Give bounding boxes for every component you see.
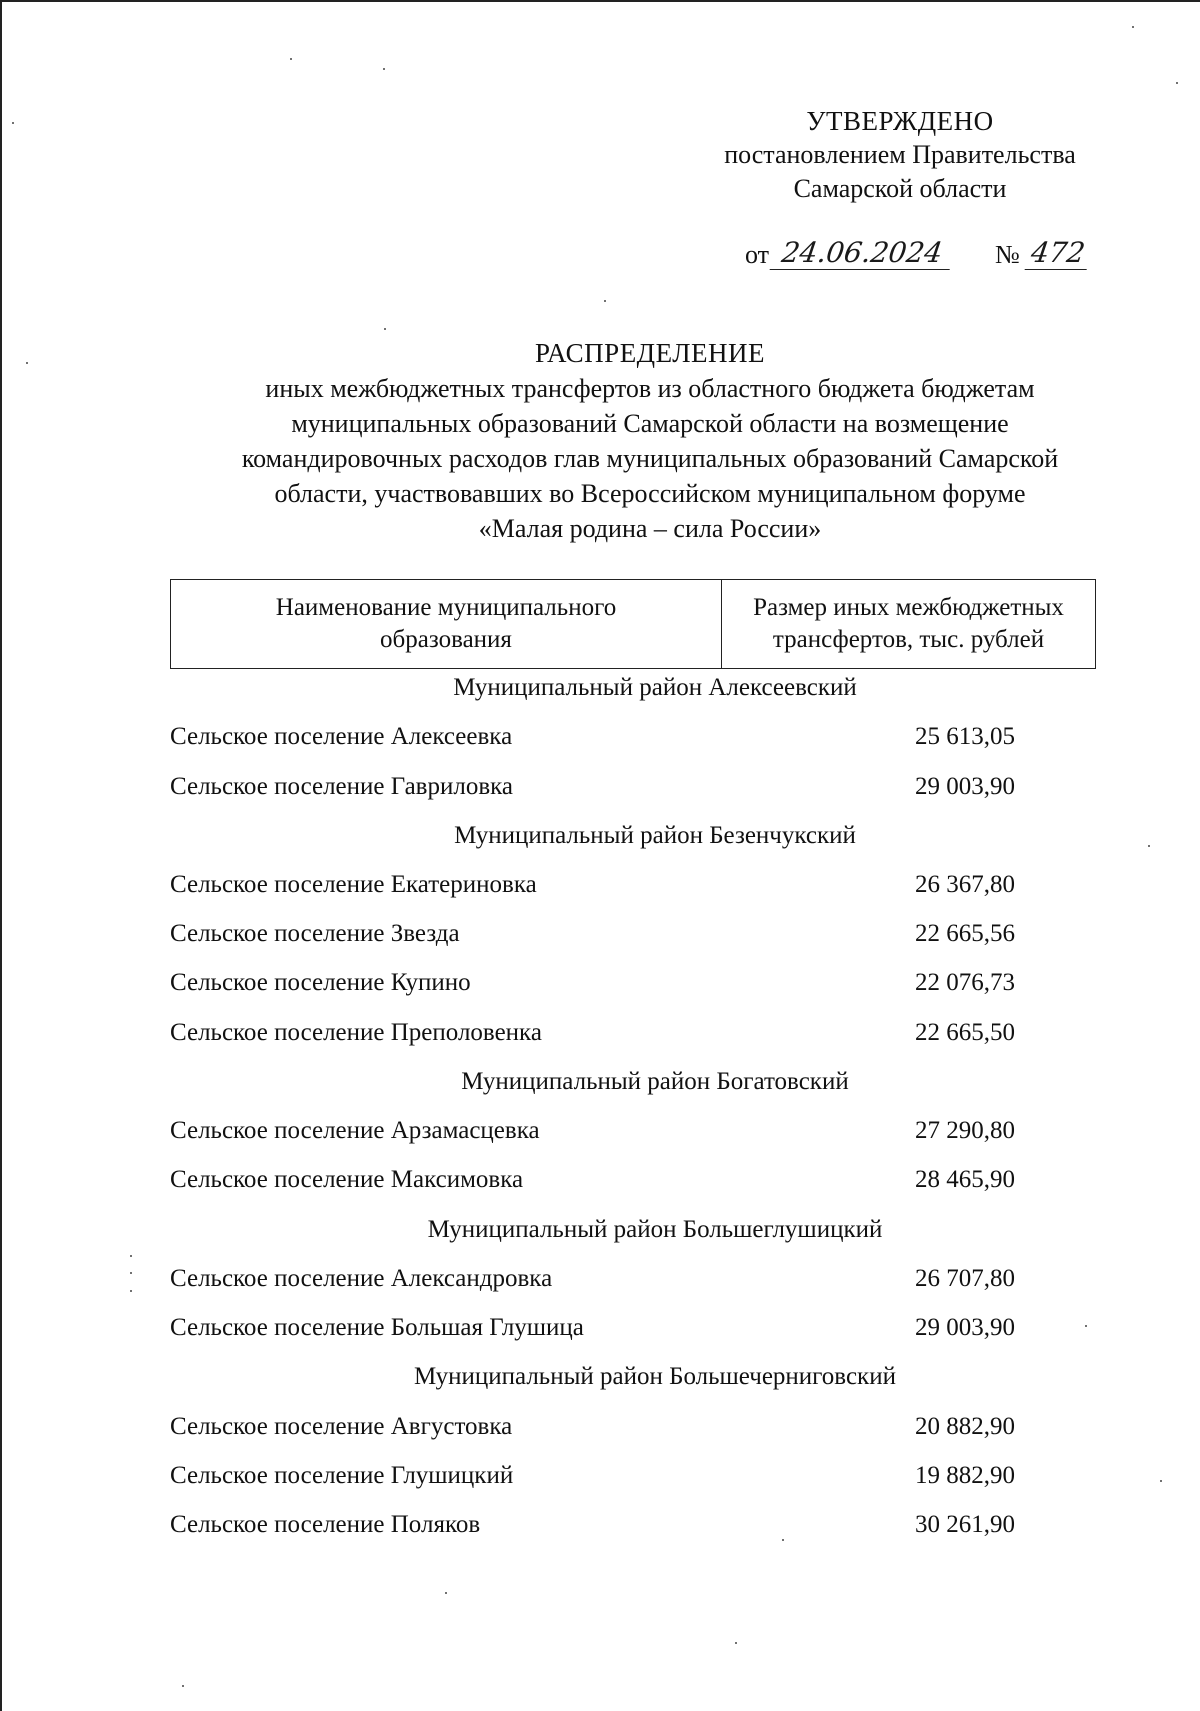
number-prefix: № xyxy=(995,240,1020,269)
scan-speck xyxy=(130,1272,132,1274)
scan-speck xyxy=(383,68,385,70)
scan-speck xyxy=(1148,845,1150,847)
scan-speck xyxy=(1132,26,1134,28)
scan-speck xyxy=(782,1539,784,1541)
district-row xyxy=(0,1357,1200,1397)
settlement-name: Сельское поселение Александровка xyxy=(170,1265,553,1292)
settlement-name: Сельское поселение Большая Глушица xyxy=(170,1314,584,1341)
district-name: Муниципальный район Богатовский xyxy=(461,1068,849,1095)
district-row xyxy=(0,816,1200,856)
date-prefix: от xyxy=(745,240,770,269)
transfer-amount: 27 290,80 xyxy=(915,1117,1015,1144)
district-name: Муниципальный район Большечерниговский xyxy=(414,1363,896,1390)
transfer-amount: 28 465,90 xyxy=(915,1166,1015,1193)
scan-speck xyxy=(182,1685,184,1687)
table-row xyxy=(0,717,1200,757)
header-municipality-line-1: Наименование муниципального xyxy=(275,594,617,621)
settlement-name: Сельское поселение Арзамасцевка xyxy=(170,1117,540,1144)
transfer-amount: 30 261,90 xyxy=(915,1511,1015,1538)
number-value-handwritten: 472 xyxy=(1025,236,1092,270)
scan-speck xyxy=(445,1592,447,1594)
settlement-name: Сельское поселение Купино xyxy=(170,969,471,996)
header-amount-line-1: Размер иных межбюджетных xyxy=(753,594,1064,621)
scan-speck xyxy=(1085,1325,1087,1327)
table-row xyxy=(0,767,1200,807)
scan-speck xyxy=(290,58,292,60)
settlement-name: Сельское поселение Августовка xyxy=(170,1413,513,1440)
table-row xyxy=(0,1013,1200,1053)
settlement-name: Сельское поселение Гавриловка xyxy=(170,773,514,800)
transfer-amount: 29 003,90 xyxy=(915,773,1015,800)
transfer-amount: 25 613,05 xyxy=(915,723,1015,750)
district-name: Муниципальный район Большеглушицкий xyxy=(427,1216,883,1243)
scan-speck xyxy=(130,1255,132,1257)
scan-speck xyxy=(130,1290,132,1292)
transfer-amount: 29 003,90 xyxy=(915,1314,1015,1341)
table-row xyxy=(0,914,1200,954)
settlement-name: Сельское поселение Глушицкий xyxy=(170,1462,514,1489)
table-row xyxy=(0,1308,1200,1348)
scan-speck xyxy=(735,1642,737,1644)
settlement-name: Сельское поселение Екатериновка xyxy=(170,871,537,898)
transfer-amount: 26 707,80 xyxy=(915,1265,1015,1292)
header-municipality-line-2: образования xyxy=(380,626,512,653)
table-row xyxy=(0,963,1200,1003)
settlement-name: Сельское поселение Алексеевка xyxy=(170,723,513,750)
scan-speck xyxy=(1176,82,1178,84)
scan-speck xyxy=(604,300,606,302)
title-line-5: «Малая родина – сила России» xyxy=(478,514,822,543)
district-row xyxy=(0,668,1200,708)
settlement-name: Сельское поселение Максимовка xyxy=(170,1166,524,1193)
table-row xyxy=(0,1160,1200,1200)
approval-heading: УТВЕРЖДЕНО xyxy=(806,106,994,136)
district-row xyxy=(0,1062,1200,1102)
title-heading: РАСПРЕДЕЛЕНИЕ xyxy=(534,338,766,368)
scan-speck xyxy=(26,362,28,364)
transfer-amount: 26 367,80 xyxy=(915,871,1015,898)
table-row xyxy=(0,865,1200,905)
district-name: Муниципальный район Безенчукский xyxy=(454,822,856,849)
table-row xyxy=(0,1259,1200,1299)
approval-line-1: постановлением Правительства xyxy=(724,140,1076,169)
title-line-1: иных межбюджетных трансфертов из областного бюджета бюджетам xyxy=(265,374,1035,403)
table-row xyxy=(0,1505,1200,1545)
transfer-amount: 22 665,56 xyxy=(915,920,1015,947)
table-row xyxy=(0,1456,1200,1496)
approval-line-2: Самарской области xyxy=(793,174,1007,203)
transfer-amount: 20 882,90 xyxy=(915,1413,1015,1440)
table-row xyxy=(0,1407,1200,1447)
transfer-amount: 22 076,73 xyxy=(915,969,1015,996)
settlement-name: Сельское поселение Звезда xyxy=(170,920,460,947)
scan-speck xyxy=(384,328,386,330)
district-row xyxy=(0,1210,1200,1250)
date-value-handwritten: 24.06.2024 xyxy=(770,236,955,270)
transfer-amount: 19 882,90 xyxy=(915,1462,1015,1489)
settlement-name: Сельское поселение Поляков xyxy=(170,1511,481,1538)
header-amount-line-2: трансфертов, тыс. рублей xyxy=(772,626,1045,653)
title-line-3: командировочных расходов глав муниципальных образований Самарской xyxy=(241,444,1059,473)
district-name: Муниципальный район Алексеевский xyxy=(453,674,857,701)
scan-speck xyxy=(1160,1480,1162,1482)
scan-speck xyxy=(12,122,14,124)
transfer-amount: 22 665,50 xyxy=(915,1019,1015,1046)
settlement-name: Сельское поселение Преполовенка xyxy=(170,1019,542,1046)
title-line-4: области, участвовавших во Всероссийском муниципальном форуме xyxy=(274,479,1026,508)
title-line-2: муниципальных образований Самарской области на возмещение xyxy=(291,409,1009,438)
table-row xyxy=(0,1111,1200,1151)
